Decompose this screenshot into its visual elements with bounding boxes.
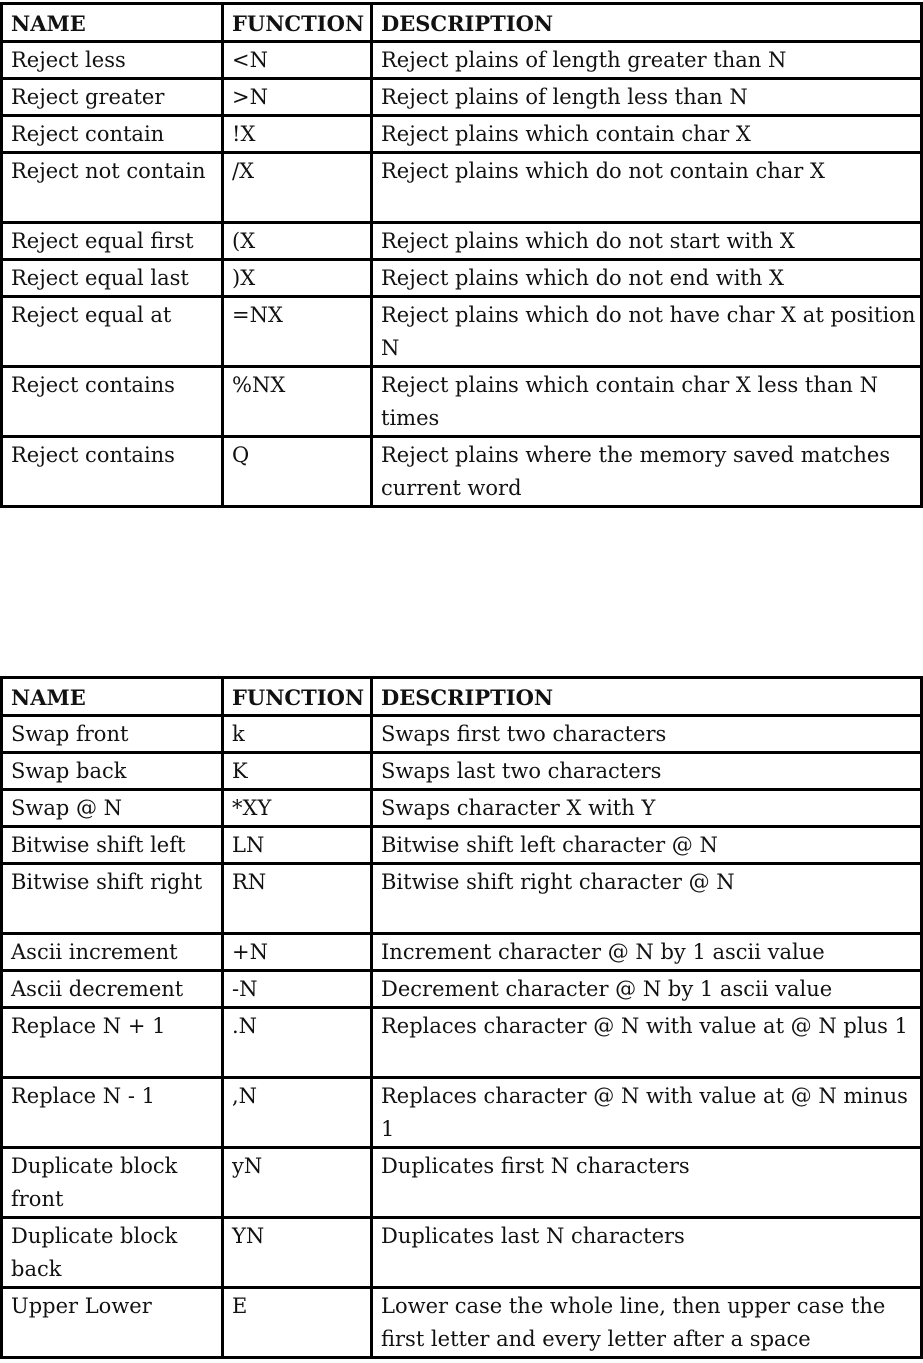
rule-name: Reject not contain: [2, 153, 223, 223]
table-row: [2, 753, 922, 790]
rule-description: Swaps last two characters: [372, 753, 922, 790]
rule-function: )X: [223, 260, 372, 297]
column-header-name: NAME: [2, 4, 223, 42]
table-row: [2, 223, 922, 260]
rule-name: Reject equal first: [2, 223, 223, 260]
rule-name: Reject contain: [2, 116, 223, 153]
rule-name: Replace N + 1: [2, 1008, 223, 1078]
rule-name: Bitwise shift left: [2, 827, 223, 864]
table-row: [2, 864, 922, 934]
rule-function: =NX: [223, 297, 372, 367]
table-row: [2, 79, 922, 116]
rule-function: .N: [223, 1008, 372, 1078]
table-row: [2, 934, 922, 971]
rule-description: Reject plains of length less than N: [372, 79, 922, 116]
rule-name: Ascii decrement: [2, 971, 223, 1008]
table-row: [2, 790, 922, 827]
table-row: [2, 116, 922, 153]
rule-name: Duplicate block front: [2, 1148, 223, 1218]
rule-function: LN: [223, 827, 372, 864]
table-row: [2, 367, 922, 437]
rule-name: Duplicate block back: [2, 1218, 223, 1288]
rule-description: Replaces character @ N with value at @ N plus 1: [372, 1008, 922, 1078]
rule-description: Reject plains which do not contain char X: [372, 153, 922, 223]
rule-function: RN: [223, 864, 372, 934]
rule-name: Swap @ N: [2, 790, 223, 827]
table-row: [2, 716, 922, 753]
rule-function: /X: [223, 153, 372, 223]
rule-description: Decrement character @ N by 1 ascii value: [372, 971, 922, 1008]
manipulation-rules-table: [0, 676, 923, 1359]
table-row: [2, 1218, 922, 1288]
table-row: [2, 153, 922, 223]
rule-description: Duplicates last N characters: [372, 1218, 922, 1288]
rule-function: (X: [223, 223, 372, 260]
rule-description: Swaps character X with Y: [372, 790, 922, 827]
column-header-description: DESCRIPTION: [372, 678, 922, 716]
rule-name: Upper Lower: [2, 1288, 223, 1358]
rule-name: Swap front: [2, 716, 223, 753]
rule-name: Reject less: [2, 42, 223, 79]
reject-rules-table: [0, 2, 923, 508]
rule-function: E: [223, 1288, 372, 1358]
table-row: [2, 971, 922, 1008]
table-row: [2, 260, 922, 297]
column-header-function: FUNCTION: [223, 678, 372, 716]
rule-description: Bitwise shift right character @ N: [372, 864, 922, 934]
table-row: [2, 297, 922, 367]
table-row: [2, 42, 922, 79]
table-row: [2, 437, 922, 507]
rule-name: Reject equal last: [2, 260, 223, 297]
table-row: [2, 1008, 922, 1078]
table-row: [2, 1148, 922, 1218]
table-header-row: [2, 678, 922, 716]
rule-function: !X: [223, 116, 372, 153]
rule-name: Bitwise shift right: [2, 864, 223, 934]
rule-function: >N: [223, 79, 372, 116]
rule-description: Reject plains which contain char X: [372, 116, 922, 153]
table-header-row: [2, 4, 922, 42]
rule-function: <N: [223, 42, 372, 79]
rule-function: YN: [223, 1218, 372, 1288]
rule-function: +N: [223, 934, 372, 971]
rule-name: Replace N - 1: [2, 1078, 223, 1148]
rule-description: Duplicates first N characters: [372, 1148, 922, 1218]
rule-description: Reject plains which do not end with X: [372, 260, 922, 297]
rule-name: Reject equal at: [2, 297, 223, 367]
rule-description: Reject plains which contain char X less than N times: [372, 367, 922, 437]
rule-function: ,N: [223, 1078, 372, 1148]
rule-description: Reject plains where the memory saved matches current word: [372, 437, 922, 507]
table-row: [2, 827, 922, 864]
rule-name: Reject contains: [2, 437, 223, 507]
rule-description: Lower case the whole line, then upper case the first letter and every letter after a space: [372, 1288, 922, 1358]
rule-function: -N: [223, 971, 372, 1008]
rule-name: Reject greater: [2, 79, 223, 116]
rule-name: Ascii increment: [2, 934, 223, 971]
table-row: [2, 1078, 922, 1148]
rule-name: Reject contains: [2, 367, 223, 437]
rule-function: k: [223, 716, 372, 753]
column-header-name: NAME: [2, 678, 223, 716]
rule-function: yN: [223, 1148, 372, 1218]
rule-name: Swap back: [2, 753, 223, 790]
rule-function: K: [223, 753, 372, 790]
rule-function: *XY: [223, 790, 372, 827]
rule-function: Q: [223, 437, 372, 507]
rule-function: %NX: [223, 367, 372, 437]
rule-description: Increment character @ N by 1 ascii value: [372, 934, 922, 971]
column-header-description: DESCRIPTION: [372, 4, 922, 42]
rule-description: Reject plains which do not start with X: [372, 223, 922, 260]
table-row: [2, 1288, 922, 1358]
rule-description: Reject plains of length greater than N: [372, 42, 922, 79]
rule-description: Reject plains which do not have char X at position N: [372, 297, 922, 367]
rule-description: Replaces character @ N with value at @ N minus 1: [372, 1078, 922, 1148]
rule-description: Bitwise shift left character @ N: [372, 827, 922, 864]
column-header-function: FUNCTION: [223, 4, 372, 42]
rule-description: Swaps first two characters: [372, 716, 922, 753]
